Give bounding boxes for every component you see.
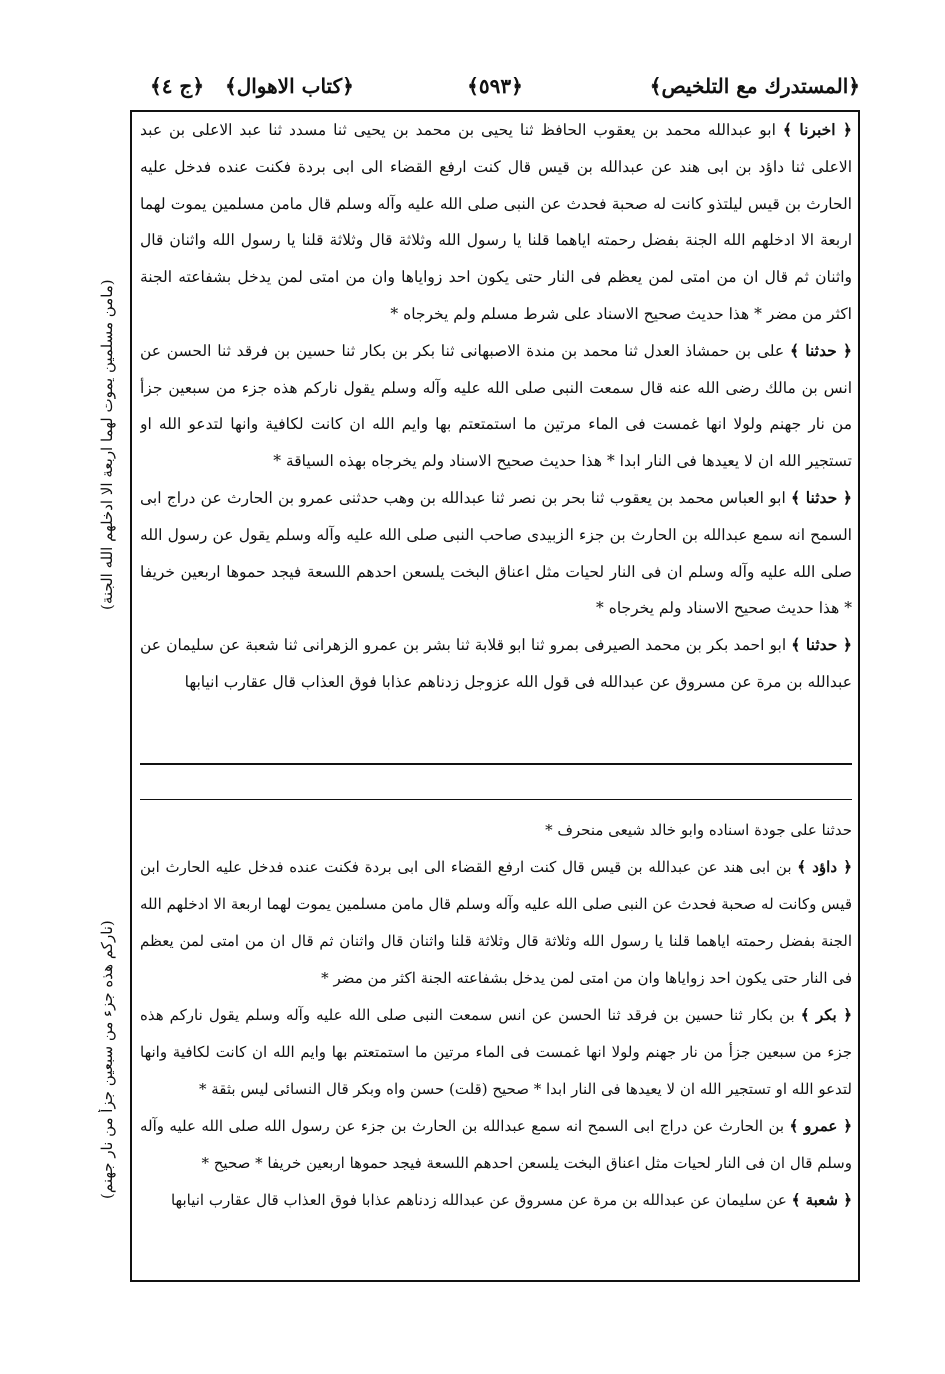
talkhis-paragraph <box>140 1182 852 1219</box>
paragraph-text: بن الحارث عن دراج ابى السمح انه سمع عبدالله بن الحارث بن جزء عن رسول الله صلى الله عليه وآله وسلم قال ان فى النار لحيات مثل اعناق البخت يلسعن احدهم اللسعة فيجد حموها اربعين خريفا * صحيح * <box>140 1117 852 1172</box>
paragraph-lead: ﴿ داؤد ﴾ <box>797 858 852 876</box>
paragraph-lead: ﴿ شعبة ﴾ <box>791 1191 852 1209</box>
talkhis-text <box>140 812 852 1278</box>
footnote-divider <box>140 799 852 800</box>
paragraph-lead: ﴿ عمرو ﴾ <box>789 1117 852 1135</box>
margin-note-lower: (ناركم هذه جزء من سبعين جزأ من نار جهنم) <box>98 920 116 1200</box>
paragraph-lead: ﴿ بكر ﴾ <box>800 1006 852 1024</box>
paragraph-text: بن بكار ثنا حسين بن فرقد ثنا الحسن عن انس سمعت النبى صلى الله عليه وآله وسلم يقول ناركم هذه جزء من سبعين جزأ من نار جهنم ولولا انها غمست فى الماء مرتين ما استمتعتم بها وايم الله ان كانت لكافية وانها لتدعو الله او تستجير الله ان لا يعيدها فى النار ابدا * صحيح (قلت) حسن واه وبكر قال النسائى ليس بثقة * <box>140 1006 852 1098</box>
running-header <box>130 70 860 110</box>
hadith-paragraph <box>140 112 852 333</box>
paragraph-lead: ﴿ اخبرنا ﴾ <box>782 120 852 139</box>
hadith-paragraph <box>140 480 852 627</box>
volume-number: ﴿ج ٤﴾ <box>150 74 205 98</box>
paragraph-text: عن سليمان عن عبدالله بن مرة عن مسروق عن عبدالله زدناهم عذابا فوق العذاب قال عقارب انيابها <box>170 1191 787 1209</box>
section-title: ﴿كتاب الاهوال﴾ <box>225 74 354 98</box>
talkhis-paragraph <box>140 1108 852 1182</box>
paragraph-text: بن ابى هند عن عبدالله بن قيس قال كنت ارفع القضاء الى ابى بردة فكنت عنده فدخل عليه الحارث ابن قيس وكانت له صحبة فحدث عن النبى صلى الله عليه وآله وسلم قال مامن مسلمين يموت لهما اربعة الا ادخلهم الله الجنة بفضل رحمته اياهما قلنا يا رسول الله وثلاثة قال وثلاثة قلنا واثنان قال واثنان ثم قال ان من امتى لمن يعظم فى النار حتى يكون احد زواياها وان من امتى لمن يدخل بشفاعته الجنة اكثر من مضر * <box>140 858 852 987</box>
talkhis-paragraph <box>140 997 852 1108</box>
paragraph-lead: ﴿ حدثنا ﴾ <box>791 487 852 507</box>
talkhis-paragraph <box>140 849 852 997</box>
hadith-paragraph <box>140 627 852 701</box>
paragraph-text: ابو العباس محمد بن يعقوب ثنا بحر بن نصر ثنا عبدالله بن وهب حدثنى عمرو بن الحارث عن دراج ابى السمح انه سمع عبدالله بن الحارث بن جزء الزبيدى صاحب النبى صلى الله عليه وآله وسلم يقول عن رسول الله صلى الله عليه وآله وسلم ان فى النار لحيات مثل اعناق البخت يلسعن احدهم اللسعة فيجد حموها اربعين خريفا * هذا حديث صحيح الاسناد ولم يخرجاه * <box>140 488 852 618</box>
margin-note-upper: (مامن مسلمين يموت لهما اربعة الا ادخلهم الله الجنة) <box>98 279 116 611</box>
page-number: ﴿٥٩٣﴾ <box>467 74 523 98</box>
paragraph-text: ابو احمد بكر بن محمد الصيرفى بمرو ثنا ابو قلابة ثنا بشر بن عمرو الزهرانى ثنا شعبة عن سليمان عن عبدالله بن مرة عن مسروق عن عبدالله فى قول الله عزوجل زدناهم عذابا فوق العذاب قال عقارب انيابها <box>140 636 852 691</box>
paragraph-text: حدثنا على جودة اسناده وابو خالد شيعى منحرف * <box>545 821 852 839</box>
talkhis-paragraph <box>140 812 852 849</box>
paragraph-text: على بن حمشاذ العدل ثنا محمد بن مندة الاصبهانى ثنا بكر بن بكار ثنا حسين بن فرقد ثنا الحسن عن انس بن مالك رضى الله عنه قال سمعت النبى صلى الله عليه وآله وسلم يقول ناركم هذه جزء من سبعين جزأ من نار جهنم ولولا انها غمست فى الماء مرتين ما استمتعتم بها وايم الله ان كانت لكافية وانها لتدعو الله او تستجير الله ان لا يعيدها فى النار ابدا * هذا حديث صحيح الاسناد ولم يخرجاه بهذه السياقة * <box>140 341 852 471</box>
book-title: ﴿المستدرك مع التلخيص﴾ <box>649 74 860 98</box>
paragraph-text: ابو عبدالله محمد بن يعقوب الحافظ ثنا يحيى بن محمد بن يحيى ثنا مسدد ثنا عبد الاعلى بن عبد الاعلى ثنا داؤد بن ابى هند عن عبدالله بن قيس قال كنت ارفع القضاء الى ابى بردة فكنت عنده فدخل عليه الحارث بن قيس ليلتذو كانت له صحبة فحدث عن النبى صلى الله عليه وآله وسلم قال مامن مسلمين يموت لهما اربعة الا ادخلهم الله الجنة بفضل رحمته اياهما قلنا يا رسول الله وثلاثة قال وثلاثة قلنا يا رسول الله واثنان قال واثنان ثم قال ان من امتى لمن يعظم فى النار حتى يكون احد زواياها وان من امتى لمن يدخل بشفاعته الجنة اكثر من مضر * هذا حديث صحيح الاسناد على شرط مسلم ولم يخرجاه * <box>140 121 852 323</box>
hadith-paragraph <box>140 333 852 480</box>
main-text <box>140 112 852 762</box>
section-divider <box>140 763 852 765</box>
paragraph-lead: ﴿ حدثنا ﴾ <box>789 340 852 360</box>
paragraph-lead: ﴿ حدثنا ﴾ <box>791 635 852 655</box>
